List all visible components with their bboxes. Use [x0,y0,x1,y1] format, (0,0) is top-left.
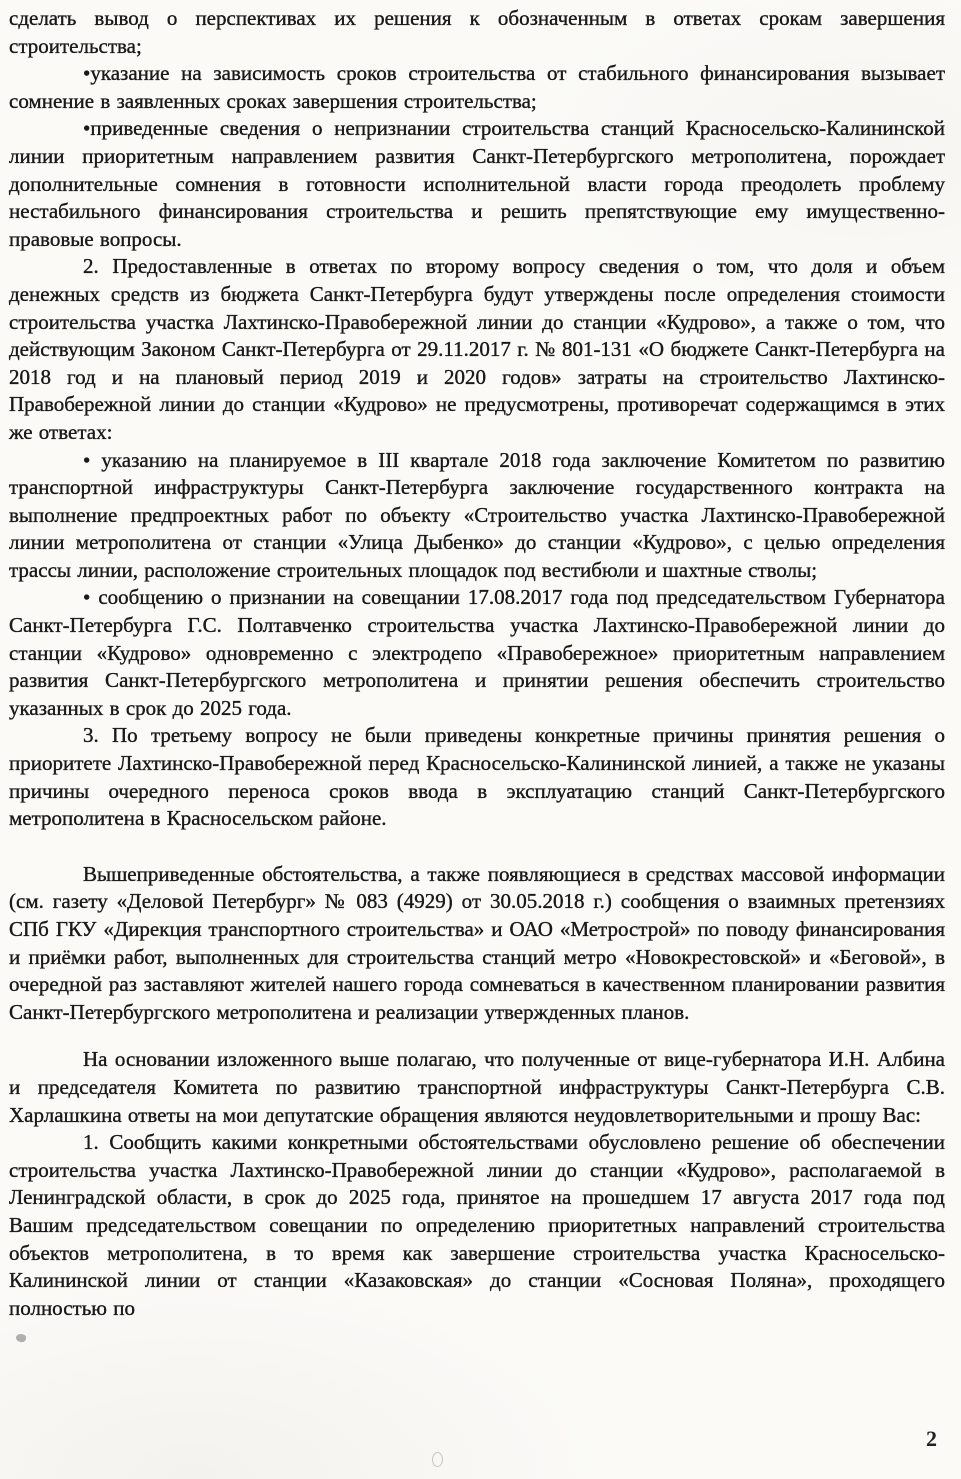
scan-artifact-ring [432,1452,443,1467]
paragraph-indented: На основании изложенного выше полагаю, что полученные от вице-губернатора И.Н. Албина и председателя Комитета по развитию транспортной инфраструктуры Санкт-Петербурга С.В. Харлашкина ответы на мои депутатские обращения являются неудовлетворительными и прошу Вас: [9,1047,945,1127]
paragraph-continuation: сделать вывод о перспективах их решения к обозначенным в ответах срокам завершения строительства; [9,6,945,58]
paragraph-numbered: 2. Предоставленные в ответах по второму вопросу сведения о том, что доля и объем денежных средств из бюджета Санкт-Петербурга будут утверждены после определения стоимости строительства участка Лахтинско-Правобережной линии до станции «Кудрово», а также о том, что действующим Законом Санкт-Петербурга от 29.11.2017 г. № 801-131 «О бюджете Санкт-Петербурга на 2018 год и на плановый период 2019 и 2020 годов» затраты на строительство Лахтинско-Правобережной линии до станции «Кудрово» не предусмотрены, противоречат содержащимся в этих же ответах: [9,254,945,444]
paragraph-numbered: 3. По третьему вопросу не были приведены конкретные причины принятия решения о приоритете Лахтинско-Правобережной перед Красносельско-Калининской линией, а также не указаны причины очередного переноса сроков ввода в эксплуатацию станций Санкт-Петербургского метрополитена в Красносельском районе. [9,723,945,831]
paragraph-numbered: 1. Сообщить какими конкретными обстоятельствами обусловлено решение об обеспечении строительства участка Лахтинско-Правобережной линии до станции «Кудрово», располагаемой в Ленинградской области, в срок до 2025 года, принятое на прошедшем 17 августа 2017 года под Вашим председательством совещании по определению приоритетных направлений строительства объектов метрополитена, в то время как завершение строительства участка Красносельско-Калининской линии от станции «Казаковская» до станции «Сосновая Поляна», проходящего полностью по [9,1130,945,1320]
document-text [9,5,945,1322]
paragraph-bullet: • сообщению о признании на совещании 17.08.2017 года под председательством Губернатора Санкт-Петербурга Г.С. Полтавченко строительства участка Лахтинско-Правобережной линии до станции «Кудрово» одновременно с электродепо «Правобережное» приоритетным направлением развития Санкт-Петербургского метрополитена и принятии решения обеспечить строительство указанных в срок до 2025 года. [9,585,945,720]
paragraph-bullet: •приведенные сведения о непризнании строительства станций Красносельско-Калининской линии приоритетным направлением развития Санкт-Петербургского метрополитена, порождает дополнительные сомнения в готовности исполнительной власти города преодолеть проблему нестабильного финансирования строительства и решить препятствующие ему имущественно-правовые вопросы. [9,116,945,251]
paragraph-bullet: • указанию на планируемое в III квартале 2018 года заключение Комитетом по развитию транспортной инфраструктуры Санкт-Петербурга заключение государственного контракта на выполнение предпроектных работ по объекту «Строительство участка Лахтинско-Правобережной линии метрополитена от станции «Улица Дыбенко» до станции «Кудрово», с целью определения трассы линии, расположение строительных площадок под вестибюли и шахтные стволы; [9,447,945,582]
paragraph-bullet: •указание на зависимость сроков строительства от стабильного финансирования вызывает сомнение в заявленных сроках завершения строительства; [9,61,945,113]
page-number: 2 [926,1426,937,1451]
scan-artifact-smudge [15,1333,27,1343]
paragraph-indented: Вышеприведенные обстоятельства, а также появляющиеся в средствах массовой информации (см. газету «Деловой Петербург» № 083 (4929) от 30.05.2018 г.) сообщения о взаимных претензиях СПб ГКУ «Дирекция транспортного строительства» и ОАО «Метрострой» по поводу финансирования и приёмки работ, выполненных для строительства станций метро «Новокрестовской» и «Беговой», в очередной раз заставляют жителей нашего города сомневаться в качественном планировании развития Санкт-Петербургского метрополитена и реализации утвержденных планов. [9,861,945,1024]
